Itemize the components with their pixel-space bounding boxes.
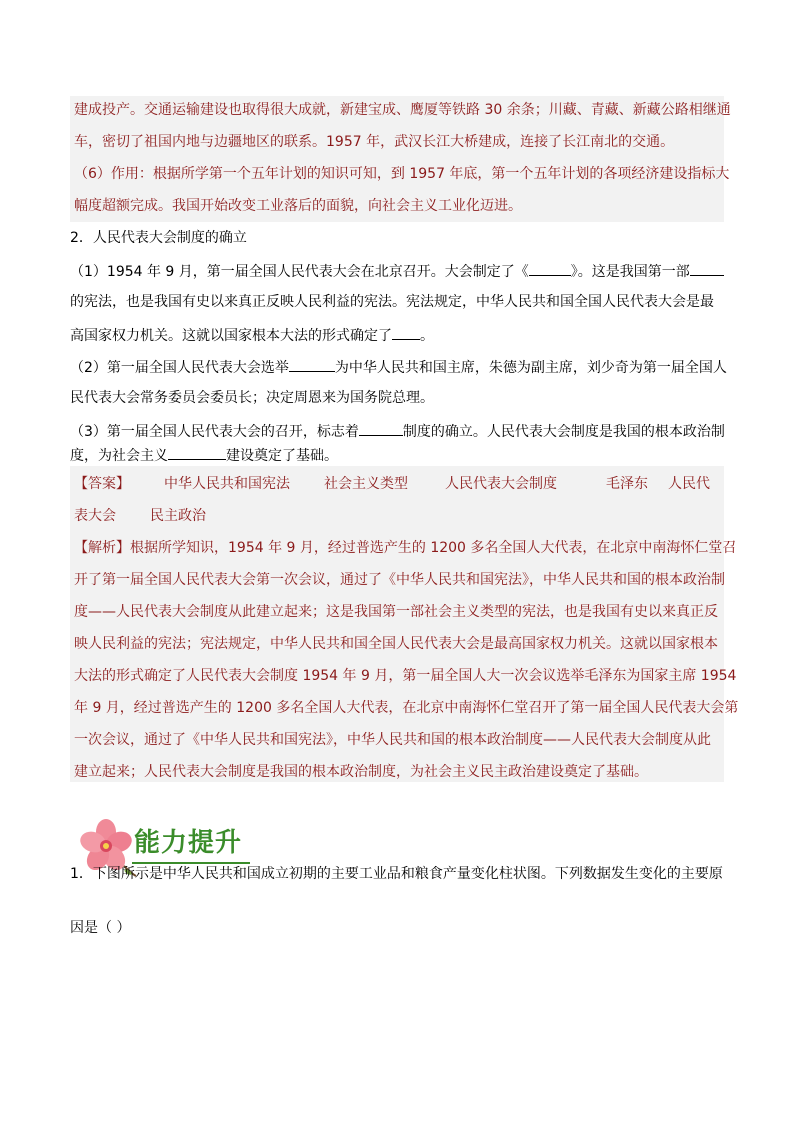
text-fragment: 。 [420, 328, 434, 344]
fill-blank[interactable] [529, 262, 571, 276]
answer-item: 社会主义类型 [324, 476, 408, 492]
question-line [70, 326, 434, 344]
question-title: 2．人民代表大会制度的确立 [70, 230, 247, 246]
analysis-line: 【解析】根据所学知识，1954 年 9 月，经过普选产生的 1200 多名全国人大代表，在北京中南海怀仁堂召 [74, 540, 737, 556]
text-fragment: 度，为社会主义 [70, 448, 168, 464]
answer-item: 人民代表大会制度 [445, 476, 557, 492]
question-line: 1．下图所示是中华人民共和国成立初期的主要工业品和粮食产量变化柱状图。下列数据发生变化的主要原 [70, 866, 723, 882]
text-line: （6）作用：根据所学第一个五年计划的知识可知，到 1957 年底，第一个五年计划的各项经济建设指标大 [74, 166, 730, 182]
text-fragment: （1）1954 年 9 月，第一届全国人民代表大会在北京召开。大会制定了《 [70, 264, 529, 280]
question-line [70, 262, 724, 280]
text-fragment: 高国家权力机关。这就以国家根本大法的形式确定了 [70, 328, 392, 344]
text-line: 幅度超额完成。我国开始改变工业落后的面貌，向社会主义工业化迈进。 [74, 198, 522, 214]
answer-item: 中华人民共和国宪法 [164, 476, 290, 492]
text-fragment: 建设奠定了基础。 [226, 448, 338, 464]
text-fragment: 制度的确立。人民代表大会制度是我国的根本政治制 [402, 424, 725, 440]
analysis-line: 一次会议，通过了《中华人民共和国宪法》，中华人民共和国的根本政治制度——人民代表大会制度从此 [74, 732, 711, 748]
analysis-line: 建立起来；人民代表大会制度是我国的根本政治制度，为社会主义民主政治建设奠定了基础。 [74, 764, 648, 780]
text-fragment: （2）第一届全国人民代表大会选举 [70, 360, 289, 376]
fill-blank[interactable] [289, 358, 335, 372]
answer-item: 人民代 [668, 476, 710, 492]
question-line: 因是（ ） [70, 920, 131, 936]
question-line [70, 422, 725, 440]
text-line: 建成投产。交通运输建设也取得很大成就，新建宝成、鹰厦等铁路 30 余条；川藏、青藏、新藏公路相继通 [74, 102, 731, 118]
question-line [70, 358, 727, 376]
answer-label: 【答案】 [74, 476, 130, 492]
section-heading-text: 能力提升 [134, 828, 243, 858]
fill-blank[interactable] [359, 422, 403, 436]
analysis-line: 度——人民代表大会制度从此建立起来；这是我国第一部社会主义类型的宪法，也是我国有史以来真正反 [74, 604, 718, 620]
question-line: 的宪法，也是我国有史以来真正反映人民利益的宪法。宪法规定，中华人民共和国全国人民代表大会是最 [70, 294, 714, 310]
text-fragment: 》。这是我国第一部 [570, 264, 690, 280]
analysis-line: 映人民利益的宪法；宪法规定，中华人民共和国全国人民代表大会是最高国家权力机关。这就以国家根本 [74, 636, 718, 652]
answer-item: 民主政治 [150, 508, 206, 524]
fill-blank[interactable] [392, 326, 420, 340]
analysis-line: 开了第一届全国人民代表大会第一次会议，通过了《中华人民共和国宪法》，中华人民共和国的根本政治制 [74, 572, 725, 588]
heading-underline [132, 862, 250, 864]
text-fragment: 为中华人民共和国主席，朱德为副主席，刘少奇为第一届全国人 [334, 360, 727, 376]
question-line [70, 446, 338, 464]
analysis-line: 年 9 月，经过普选产生的 1200 多名全国人大代表，在北京中南海怀仁堂召开了第一届全国人民代表大会第 [74, 700, 739, 716]
analysis-line: 大法的形式确定了人民代表大会制度 1954 年 9 月，第一届全国人大一次会议选举毛泽东为国家主席 1954 [74, 668, 737, 684]
fill-blank[interactable] [168, 446, 226, 460]
text-line: 车，密切了祖国内地与边疆地区的联系。1957 年，武汉长江大桥建成，连接了长江南北的交通。 [74, 134, 675, 150]
answer-item: 毛泽东 [606, 476, 648, 492]
text-fragment: （3）第一届全国人民代表大会的召开，标志着 [70, 424, 359, 440]
answer-cont: 表大会 [74, 508, 116, 524]
fill-blank[interactable] [690, 262, 724, 276]
question-line: 民代表大会常务委员会委员长；决定周恩来为国务院总理。 [70, 390, 434, 406]
